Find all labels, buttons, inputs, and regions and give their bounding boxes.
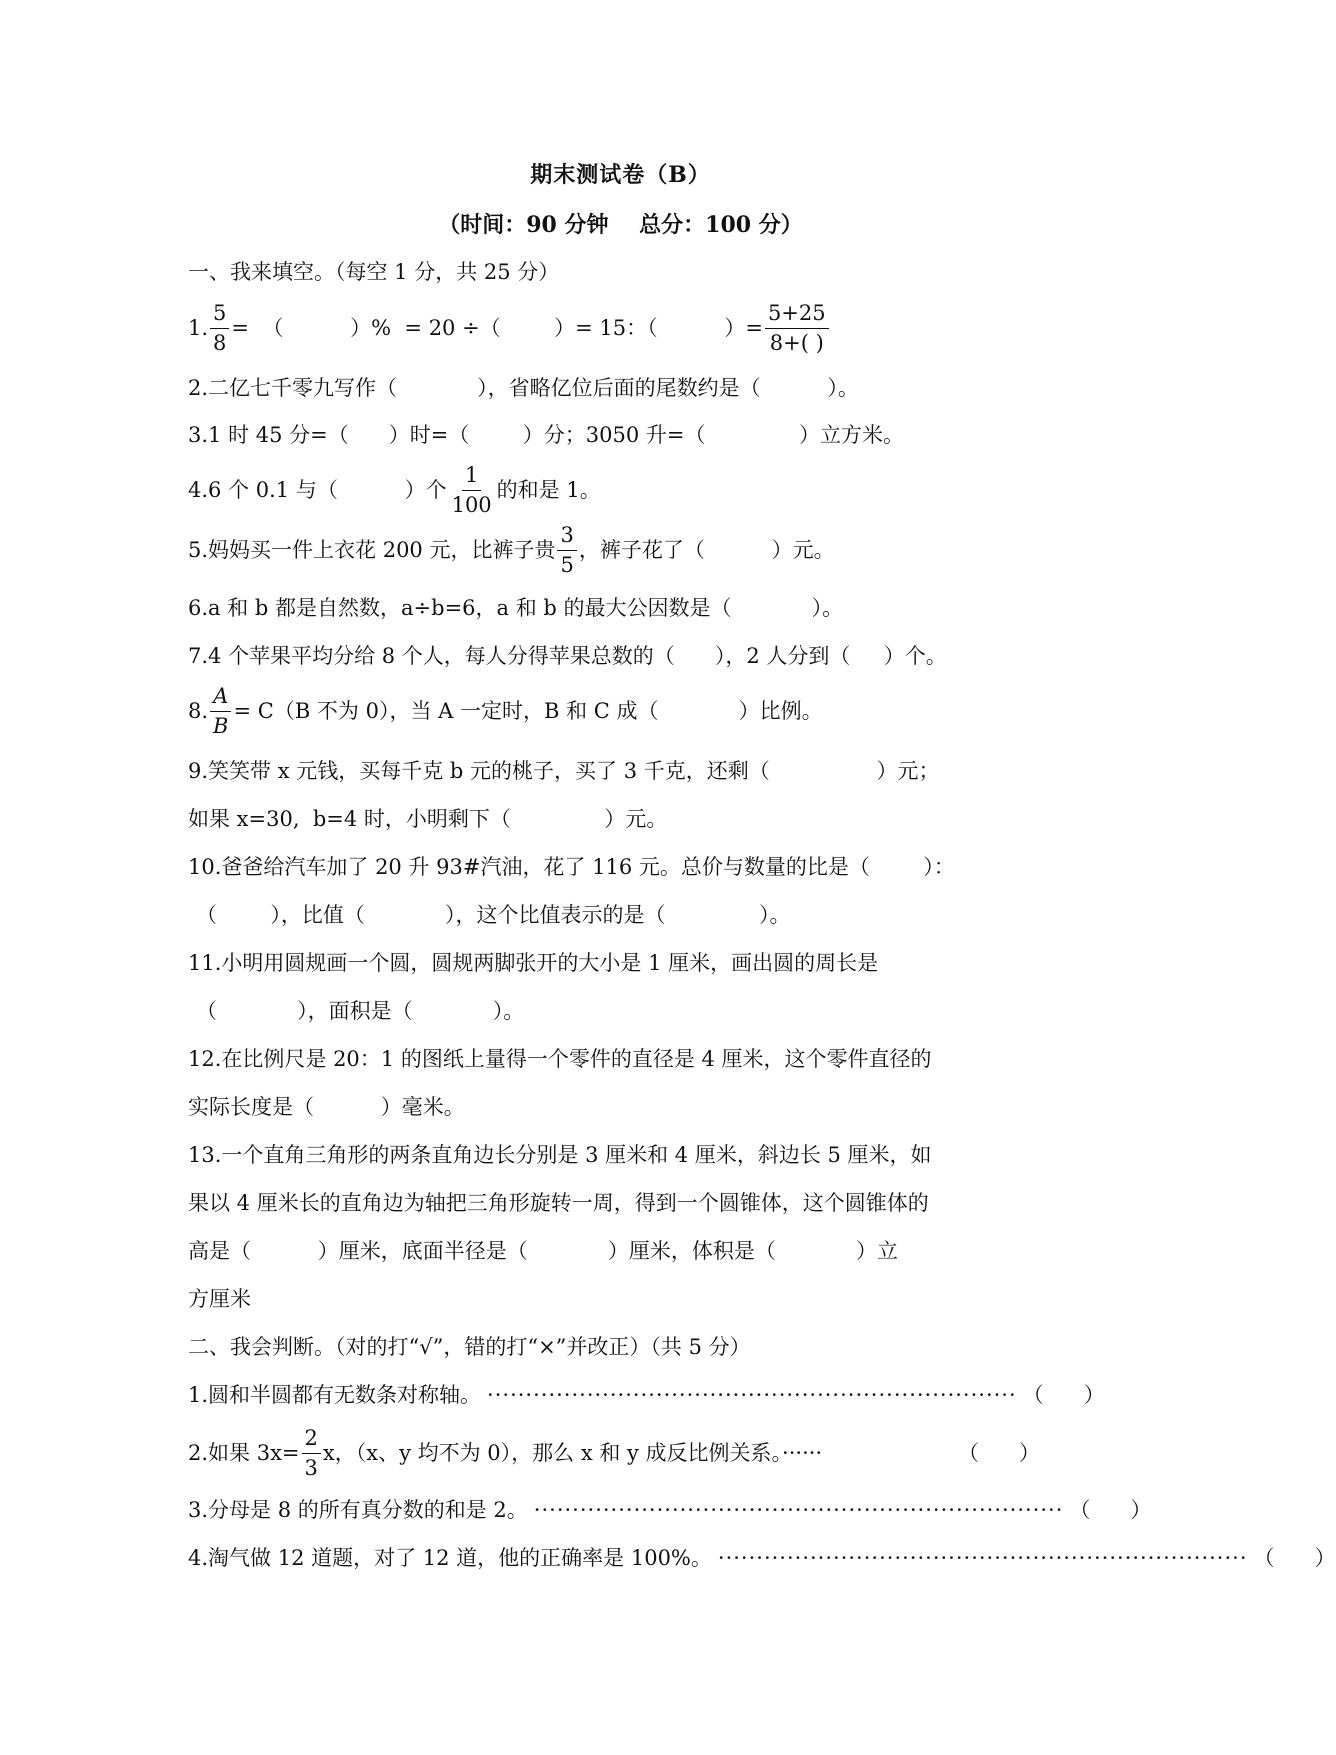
q1-prefix: 1. — [188, 316, 209, 340]
q4-fraction — [449, 463, 495, 516]
fraction-numerator: A — [210, 684, 231, 711]
fraction-denominator: 100 — [451, 492, 492, 517]
judgement-3 — [188, 1495, 1152, 1525]
question-12-line-1: 12.在比例尺是 20：1 的图纸上量得一个零件的直径是 4 厘米，这个零件直径的 — [188, 1047, 932, 1071]
question-8 — [188, 676, 1058, 746]
judgement-2 — [188, 1418, 1050, 1488]
q8-text-before: 8. — [188, 699, 209, 723]
question-10-line-1: 10.爸爸给汽车加了 20 升 93#汽油，花了 116 元。总价与数量的比是（ ）： — [188, 855, 955, 879]
question-3: 3.1 时 45 分=（ ）时=（ ）分；3050 升=（ ）立方米。 — [188, 423, 904, 447]
q4-text-before: 4.6 个 0.1 与（ ）个 — [188, 478, 447, 502]
page-subtitle: （时间：90 分钟 总分：100 分） — [438, 212, 803, 238]
question-9-line-2: 如果 x=30, b=4 时，小明剩下（ ）元。 — [188, 807, 668, 831]
page-title: 期末测试卷（B） — [530, 162, 711, 188]
q1-fraction-sum — [765, 301, 829, 354]
fraction-denominator: B — [213, 713, 229, 738]
fraction-numerator: 2 — [302, 1426, 321, 1453]
section1-heading: 一、我来填空。（每空 1 分，共 25 分） — [188, 260, 560, 284]
question-12-line-2: 实际长度是（ ）毫米。 — [188, 1095, 465, 1119]
question-5 — [188, 515, 1058, 585]
fraction-denominator: 3 — [304, 1455, 318, 1480]
judgement-text: 1.圆和半圆都有无数条对称轴。 — [188, 1383, 482, 1407]
question-1 — [188, 293, 1058, 363]
judgement-2-fraction — [302, 1426, 321, 1479]
question-13-line-4: 方厘米 — [188, 1287, 251, 1311]
answer-blank[interactable]: （ ） — [1253, 1546, 1336, 1570]
judgement-text-after: x，（x、y 均不为 0），那么 x 和 y 成反比例关系。······ — [322, 1441, 823, 1465]
q4-text-after: 的和是 1。 — [496, 478, 601, 502]
question-7: 7.4 个苹果平均分给 8 个人，每人分得苹果总数的（ ），2 人分到（ ）个。 — [188, 644, 947, 668]
question-2: 2.二亿七千零九写作（ ），省略亿位后面的尾数约是（ ）。 — [188, 376, 859, 400]
fraction-numerator: 1 — [462, 463, 481, 490]
leader-dots: ····································································· — [717, 1546, 1248, 1570]
answer-blank[interactable]: （ ） — [1069, 1498, 1152, 1522]
fraction-denominator: 8+( ) — [769, 330, 824, 355]
section2-heading: 二、我会判断。（对的打“√”，错的打“×”并改正）（共 5 分） — [188, 1335, 751, 1359]
judgement-text: 4.淘气做 12 道题，对了 12 道，他的正确率是 100%。 — [188, 1546, 712, 1570]
q5-text-before: 5.妈妈买一件上衣花 200 元，比裤子贵 — [188, 538, 556, 562]
q1-fraction-5-8 — [210, 301, 229, 354]
judgement-text: 3.分母是 8 的所有真分数的和是 2。 — [188, 1498, 528, 1522]
question-11-line-1: 11.小明用圆规画一个圆，圆规两脚张开的大小是 1 厘米，画出圆的周长是 — [188, 951, 879, 975]
question-11-line-2: （ ），面积是（ ）。 — [196, 999, 525, 1023]
q1-middle: = （ ）% = 20 ÷（ ）= 15：（ ）= — [231, 316, 763, 340]
question-10-line-2: （ ），比值（ ），这个比值表示的是（ ）。 — [196, 903, 791, 927]
q5-text-after: ，裤子花了（ ）元。 — [578, 538, 835, 562]
judgement-2-text — [188, 1426, 822, 1479]
q5-fraction — [557, 523, 576, 576]
fraction-numerator: 5+25 — [765, 301, 829, 328]
question-9-line-1: 9.笑笑带 x 元钱，买每千克 b 元的桃子，买了 3 千克，还剩（ ）元； — [188, 759, 940, 783]
q8-fraction-a-over-b — [210, 684, 231, 737]
question-13-line-2: 果以 4 厘米长的直角边为轴把三角形旋转一周，得到一个圆锥体，这个圆锥体的 — [188, 1191, 929, 1215]
question-13-line-3: 高是（ ）厘米，底面半径是（ ）厘米，体积是（ ）立 — [188, 1239, 898, 1263]
q8-text-after: = C（B 不为 0），当 A 一定时，B 和 C 成（ ）比例。 — [233, 699, 823, 723]
fraction-numerator: 3 — [557, 523, 576, 550]
fraction-denominator: 8 — [213, 330, 227, 355]
question-13-line-1: 13.一个直角三角形的两条直角边长分别是 3 厘米和 4 厘米，斜边长 5 厘米，如 — [188, 1143, 932, 1167]
fraction-denominator: 5 — [560, 552, 574, 577]
judgement-4 — [188, 1543, 1336, 1573]
answer-blank[interactable]: （ ） — [1022, 1383, 1105, 1407]
question-6: 6.a 和 b 都是自然数，a÷b=6，a 和 b 的最大公因数是（ ）。 — [188, 596, 844, 620]
judgement-1 — [188, 1380, 1105, 1410]
leader-dots: ····································································· — [533, 1498, 1064, 1522]
leader-dots: ····································································· — [487, 1383, 1017, 1407]
judgement-text-before: 2.如果 3x= — [188, 1441, 300, 1465]
fraction-numerator: 5 — [210, 301, 229, 328]
answer-blank[interactable]: （ ） — [957, 1441, 1040, 1465]
